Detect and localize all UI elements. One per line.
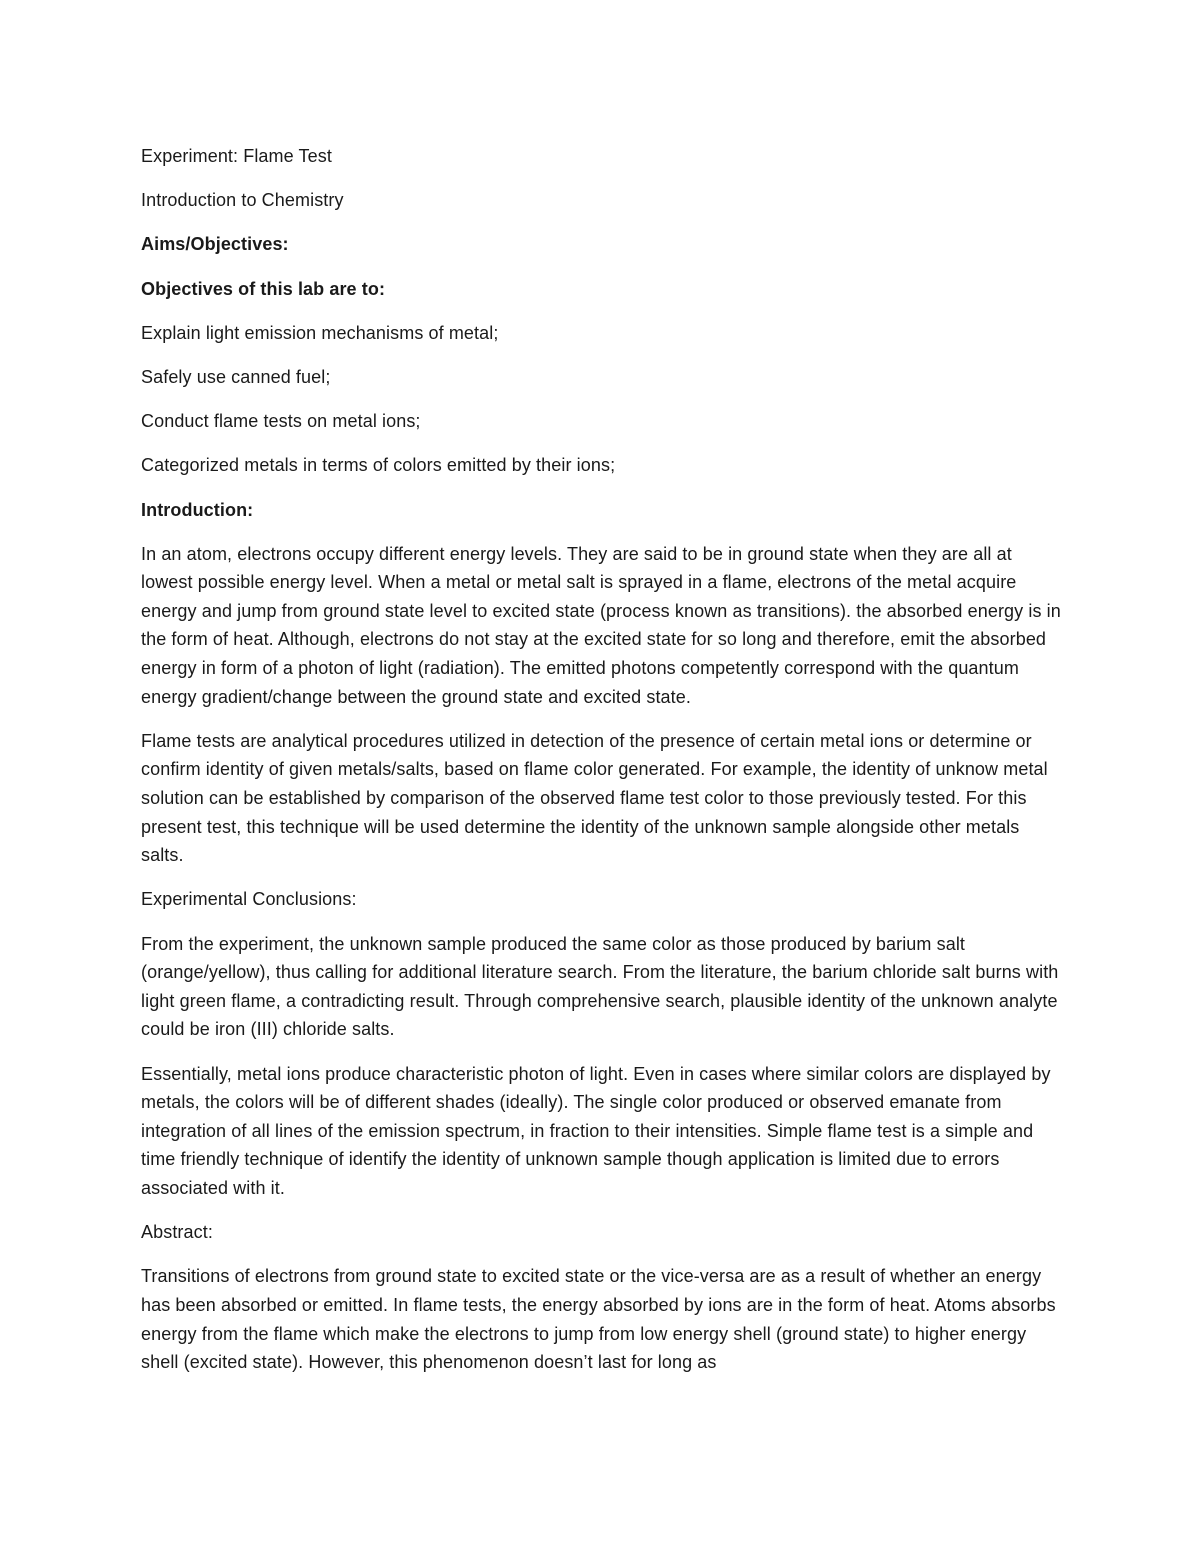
introduction-paragraph: In an atom, electrons occupy different energy levels. They are said to be in ground state when they are all at lowest possible energy level. When a metal or metal salt is sprayed in a flame, electrons of the metal acquire energy and jump from ground state level to excited state (process known as transitions). the absorbed energy is in the form of heat. Although, electrons do not stay at the excited state for so long and therefore, emit the absorbed energy in form of a photon of light (radiation). The emitted photons competently correspond with the quantum energy gradient/change between the ground state and excited state. <box>141 543 1061 707</box>
course-name: Introduction to Chemistry <box>141 190 344 211</box>
conclusions-heading: Experimental Conclusions: <box>141 889 357 910</box>
objective-item: Explain light emission mechanisms of metal; <box>141 322 499 343</box>
aims-heading: Aims/Objectives: <box>141 234 289 255</box>
objectives-lead: Objectives of this lab are to: <box>141 278 386 299</box>
abstract-paragraph: Transitions of electrons from ground state to excited state or the vice-versa are as a result of whether an energy has been absorbed or emitted. In flame tests, the energy absorbed by ions are in the form of heat. Atoms absorbs energy from the flame which make the electrons to jump from low energy shell (ground state) to higher energy shell (excited state). However, this phenomenon doesn’t last for long as <box>141 1266 1056 1373</box>
conclusions-paragraph: From the experiment, the unknown sample produced the same color as those produced by barium salt (orange/yellow), thus calling for additional literature search. From the literature, the barium chloride salt burns with light green flame, a contradicting result. Through comprehensive search, plausible identity of the unknown analyte could be iron (III) chloride salts. <box>141 933 1059 1040</box>
conclusions-paragraph: Essentially, metal ions produce characteristic photon of light. Even in cases where similar colors are displayed by metals, the colors will be of different shades (ideally). The single color produced or observed emanate from integration of all lines of the emission spectrum, in fraction to their intensities. Simple flame test is a simple and time friendly technique of identify the identity of unknown sample though application is limited due to errors associated with it. <box>141 1063 1051 1198</box>
objective-item: Conduct flame tests on metal ions; <box>141 411 421 432</box>
abstract-heading: Abstract: <box>141 1222 213 1243</box>
document-title: Experiment: Flame Test <box>141 146 332 166</box>
introduction-heading: Introduction: <box>141 499 254 520</box>
introduction-paragraph: Flame tests are analytical procedures utilized in detection of the presence of certain metal ions or determine or confirm identity of given metals/salts, based on flame color generated. For example, the identity of unknow metal solution can be established by comparison of the observed flame test color to those previously tested. For this present test, this technique will be used determine the identity of the unknown sample alongside other metals salts. <box>141 730 1048 866</box>
objective-item: Categorized metals in terms of colors emitted by their ions; <box>141 455 616 476</box>
objective-item: Safely use canned fuel; <box>141 366 331 387</box>
document-body <box>141 142 1061 1392</box>
